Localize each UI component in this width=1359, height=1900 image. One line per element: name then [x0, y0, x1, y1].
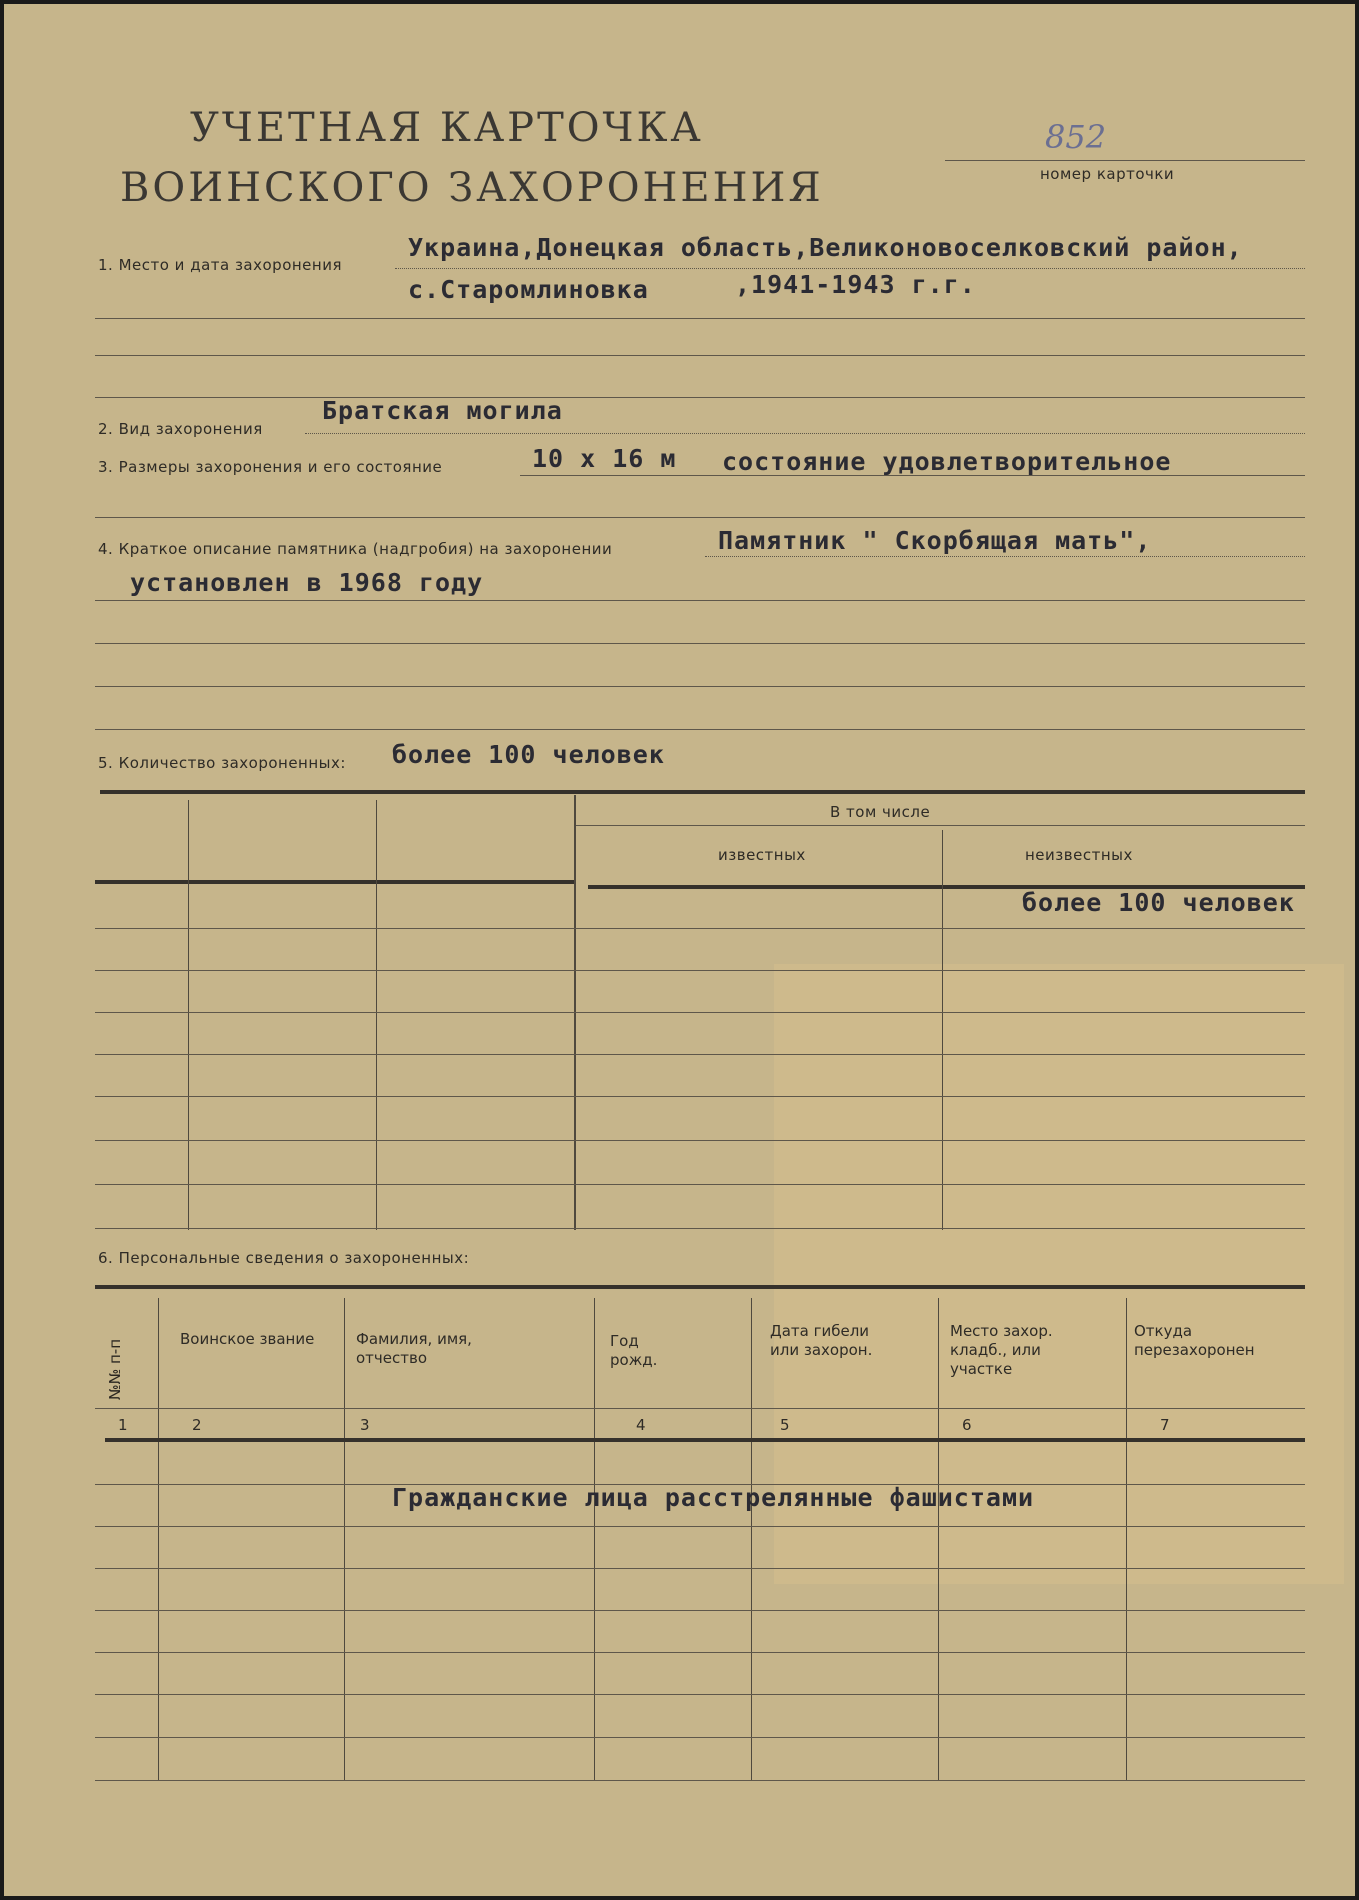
personal-section-label: 6. Персональные сведения о захороненных:	[98, 1249, 470, 1267]
personal-col-line	[158, 1298, 159, 1780]
including-header: В том числе	[830, 803, 931, 821]
unknown-header: неизвестных	[1025, 846, 1133, 864]
size-label: 3. Размеры захоронения и его состояние	[98, 458, 443, 476]
col-num-1: 1	[118, 1416, 129, 1434]
rule	[95, 686, 1305, 687]
size-rule	[520, 475, 1305, 476]
place-line1: Украина,Донецкая область,Великоновоселковский район,	[408, 233, 1243, 262]
personal-row-rule	[95, 1694, 1305, 1695]
count-table-top	[100, 790, 1305, 794]
rule	[95, 355, 1305, 356]
col-num-7: 7	[1160, 1416, 1171, 1434]
type-rule	[305, 433, 1305, 434]
count-row-rule	[95, 1228, 1305, 1229]
rule	[95, 729, 1305, 730]
rule	[95, 600, 1305, 601]
personal-numbers-rule	[105, 1438, 1305, 1442]
rule	[95, 397, 1305, 398]
monument-line1: Памятник " Скорбящая мать",	[718, 526, 1152, 555]
col-header-birth: Год рожд.	[610, 1332, 658, 1369]
col-num-4: 4	[636, 1416, 647, 1434]
count-table-header-rule	[95, 880, 575, 884]
personal-row-rule	[95, 1484, 1305, 1485]
place-dates: ,1941-1943 г.г.	[735, 270, 976, 299]
col-header-death: Дата гибели или захорон.	[770, 1322, 873, 1359]
card-title-line1: УЧЕТНАЯ КАРТОЧКА	[190, 105, 704, 151]
monument-line2: установлен в 1968 году	[130, 568, 484, 597]
card-number-line	[945, 160, 1305, 161]
personal-row-rule	[95, 1568, 1305, 1569]
size-value: 10 x 16 м	[532, 444, 677, 473]
rule	[95, 318, 1305, 319]
count-row-rule	[95, 1096, 1305, 1097]
personal-row-rule	[95, 1526, 1305, 1527]
count-col-line	[942, 830, 943, 1230]
count-row-rule	[95, 1140, 1305, 1141]
monument-label: 4. Краткое описание памятника (надгробия) на захоронении	[98, 540, 613, 558]
col-num-5: 5	[780, 1416, 791, 1434]
count-row-rule	[95, 1184, 1305, 1185]
known-header: известных	[718, 846, 806, 864]
type-label: 2. Вид захоронения	[98, 420, 263, 438]
col-header-rank: Воинское звание	[180, 1330, 315, 1348]
card-number-label: номер карточки	[1040, 165, 1175, 183]
personal-col-line	[594, 1298, 595, 1780]
col-header-place: Место захор. кладб., или участке	[950, 1322, 1053, 1378]
personal-row-rule	[95, 1610, 1305, 1611]
place-line1-rule	[395, 268, 1305, 269]
personal-header-rule	[95, 1408, 1305, 1409]
personal-row-rule	[95, 1737, 1305, 1738]
personal-col-line	[1126, 1298, 1127, 1780]
type-value: Братская могила	[322, 396, 563, 425]
count-row-rule	[95, 1012, 1305, 1013]
col-header-from: Откуда перезахоронен	[1134, 1322, 1255, 1359]
condition-value: состояние удовлетворительное	[722, 447, 1172, 476]
count-row-rule	[95, 1054, 1305, 1055]
personal-entry: Гражданские лица расстрелянные фашистами	[392, 1483, 1035, 1512]
personal-row-rule	[95, 1652, 1305, 1653]
personal-col-line	[938, 1298, 939, 1780]
count-table-subrule	[575, 825, 1305, 826]
count-value: более 100 человек	[392, 740, 665, 769]
unknown-value: более 100 человек	[1022, 888, 1295, 917]
personal-col-line	[751, 1298, 752, 1780]
rule	[95, 643, 1305, 644]
count-row-rule	[95, 928, 1305, 929]
monument-rule1	[705, 556, 1305, 557]
archive-card	[4, 4, 1355, 1896]
count-label: 5. Количество захороненных:	[98, 754, 346, 772]
place-village: с.Старомлиновка	[408, 275, 649, 304]
count-col-line	[376, 800, 377, 1230]
col-header-name: Фамилия, имя, отчество	[356, 1330, 472, 1367]
personal-row-rule	[95, 1780, 1305, 1781]
count-row-rule	[95, 970, 1305, 971]
personal-table-top	[95, 1285, 1305, 1289]
card-title-line2: ВОИНСКОГО ЗАХОРОНЕНИЯ	[120, 165, 824, 211]
col-num-6: 6	[962, 1416, 973, 1434]
place-label: 1. Место и дата захоронения	[98, 256, 342, 274]
personal-col-line	[344, 1298, 345, 1780]
col-num-3: 3	[360, 1416, 371, 1434]
col-header-num: №№ п-п	[106, 1339, 124, 1400]
rule	[95, 517, 1305, 518]
count-col-line	[188, 800, 189, 1230]
col-num-2: 2	[192, 1416, 203, 1434]
card-number-value: 852	[1045, 118, 1107, 156]
